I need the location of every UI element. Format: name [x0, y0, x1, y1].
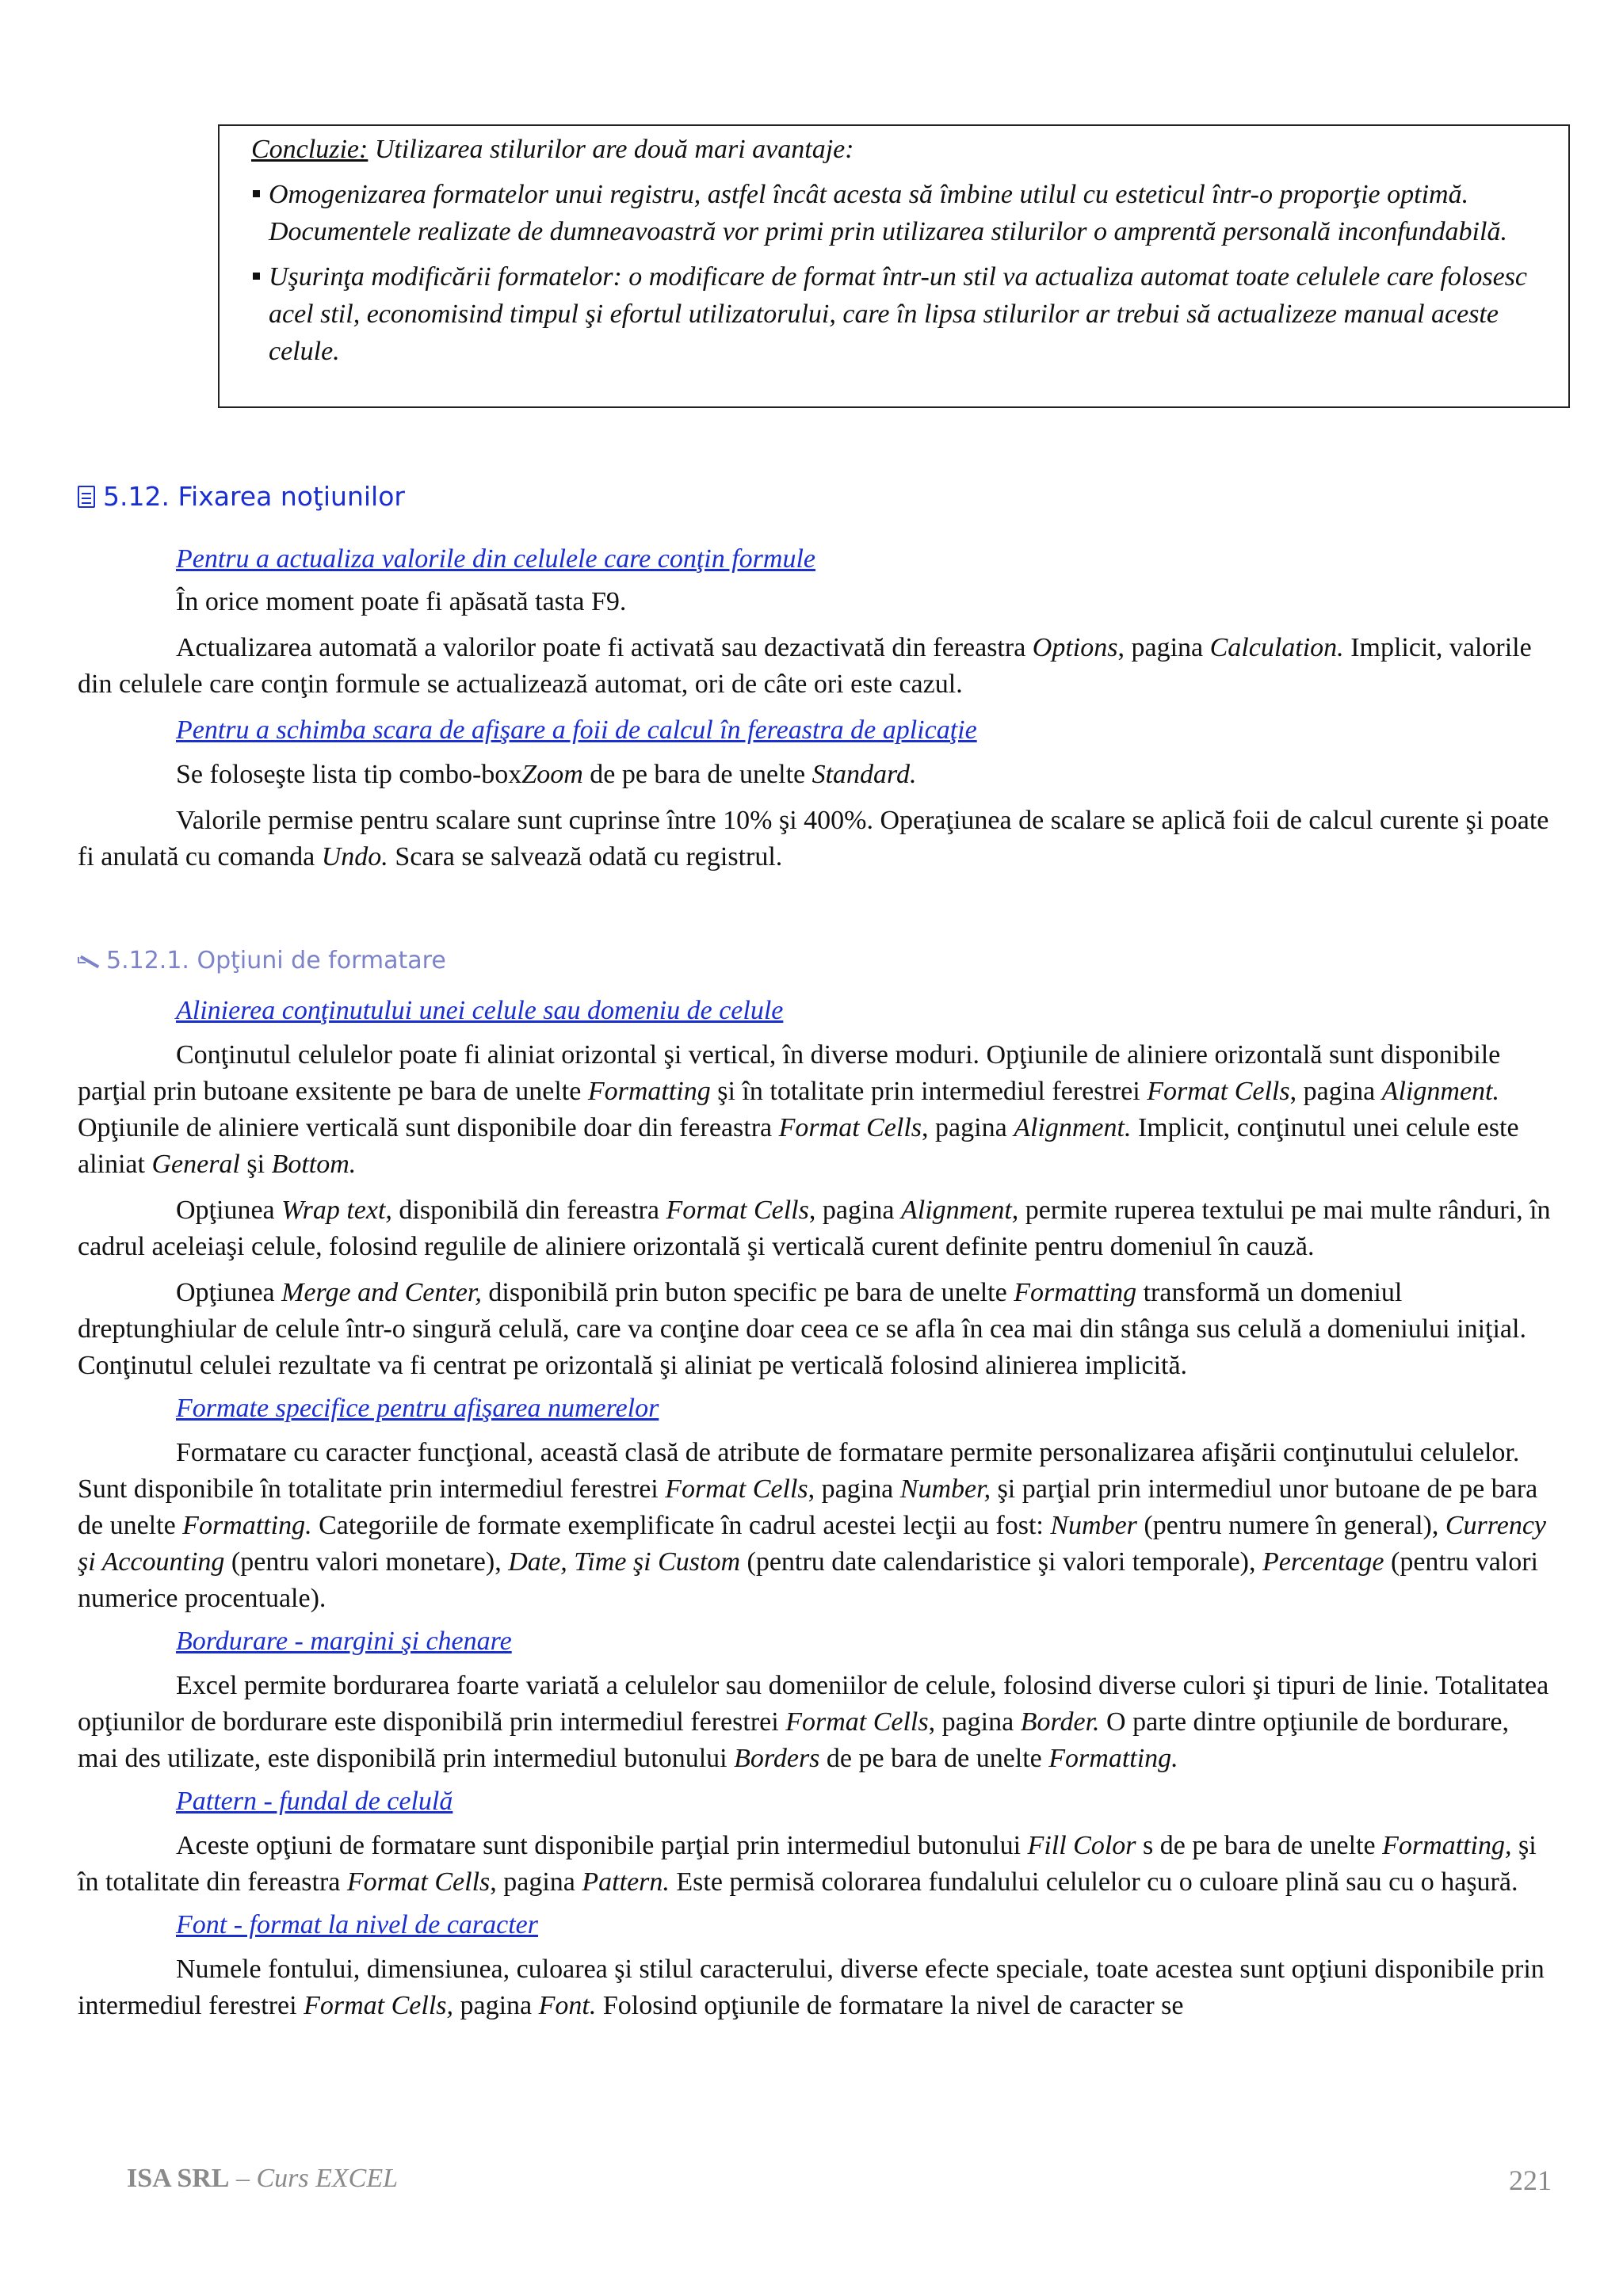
paragraph-text: Format Cells — [666, 1196, 809, 1225]
bullet-icon — [253, 190, 260, 197]
paragraph-text: Opţiunea — [176, 1196, 282, 1225]
paragraph-text: Alignment. — [1381, 1077, 1500, 1106]
paragraph-text: Alignment, — [901, 1196, 1019, 1225]
paragraph-text: Aceste opţiuni de formatare sunt disponibile parţial prin intermediul butonului — [176, 1831, 1028, 1860]
paragraph-text: permite ruperea textului pe mai multe rânduri, în cadrul aceleiaşi celule, folosind regulile de aliniere orizontală şi verticală curent definite pentru domeniul în cauză. — [78, 1196, 1551, 1261]
paragraph-text: s de pe bara de unelte — [1136, 1831, 1383, 1860]
topic-link-font[interactable]: Font - format la nivel de caracter — [176, 1910, 539, 1939]
list-item-text: Uşurinţa modificării formatelor: o modificare de format într-un stil va actualiza automat toate celulele care folosesc acel stil, economisind timpul şi efortul utilizatorului, care în lipsa stilurilor ar trebui să actualizeze manual aceste celule. — [269, 262, 1528, 366]
paragraph-text: Se foloseşte lista tip combo-box — [176, 760, 522, 789]
paragraph — [78, 1828, 1552, 1901]
paragraph-text: şi în totalitate prin intermediul ferestrei — [710, 1077, 1148, 1106]
paragraph-text: , pagina — [808, 1196, 902, 1225]
paragraph-text: Calculation. — [1209, 633, 1344, 662]
bullet-icon — [253, 273, 260, 280]
paragraph-text: Implicit, conţinutul unei celule este aliniat — [78, 1113, 1519, 1179]
paragraph-text: Opţiunea — [176, 1278, 282, 1307]
topic-link-pattern[interactable]: Pattern - fundal de celulă — [176, 1787, 453, 1816]
paragraph-text: Format Cells — [785, 1707, 929, 1737]
paragraph-text: Format Cells — [665, 1474, 808, 1504]
paragraph-text: Pattern. — [582, 1867, 670, 1897]
paragraph-text: Formatare cu caracter funcţional, această clasă de atribute de formatare permite personalizarea afişării conţinutului celulelor. Sunt disponibile în totalitate prin intermediul ferestrei — [78, 1438, 1520, 1504]
paragraph-text: Este permisă colorarea fundalului celulelor cu o culoare plină sau cu o haşură. — [669, 1867, 1518, 1897]
conclusion-text: Utilizarea stilurilor are două mari avantaje: — [368, 135, 854, 164]
paragraph-text: Font. — [538, 1991, 597, 2020]
paragraph-text: Date, Time şi Custom — [508, 1547, 741, 1577]
paragraph-text: Undo. — [321, 842, 388, 871]
paragraph — [78, 1435, 1552, 1617]
topic-link-alignment[interactable]: Alinierea conţinutului unei celule sau domeniu de celule — [176, 996, 784, 1025]
footer-company: ISA SRL — [127, 2164, 230, 2193]
paragraph-text: Formatting, — [1382, 1831, 1512, 1860]
paragraph-text: şi — [239, 1150, 272, 1179]
paragraph — [78, 757, 1552, 793]
paragraph-text: de pe bara de unelte — [582, 760, 812, 789]
paragraph-text: Border. — [1020, 1707, 1100, 1737]
conclusion-title — [251, 131, 1548, 168]
paragraph-text: , pagina — [1117, 633, 1210, 662]
paragraph-text: Fill Color — [1027, 1831, 1136, 1860]
list-item-text: Omogenizarea formatelor unui registru, astfel încât acesta să îmbine utilul cu esteticul într-o proporţie optimă. Documentele realizate de dumneavoastră vor primi prin utilizarea stilurilor o amprentă personală inconfundabilă. — [269, 180, 1507, 246]
paragraph — [78, 1037, 1552, 1183]
paragraph-text: , pagina — [1289, 1077, 1382, 1106]
paragraph-text: Folosind opţiunile de formatare la nivel de caracter se — [596, 1991, 1184, 2020]
paragraph-text: Formatting. — [1048, 1744, 1178, 1773]
paragraph-text: Zoom — [521, 760, 583, 789]
paragraph-text: Bottom. — [271, 1150, 357, 1179]
paragraph-text: , pagina — [490, 1867, 582, 1897]
document-icon — [78, 486, 95, 508]
subsection-body — [78, 993, 1552, 2024]
paragraph-text: Standard. — [812, 760, 917, 789]
paragraph-text: Formatting. — [182, 1511, 312, 1540]
section-body — [78, 541, 1552, 875]
paragraph-text: Currency şi Accounting — [78, 1511, 1547, 1577]
paragraph-text: Scara se salvează odată cu registrul. — [388, 842, 783, 871]
paragraph-text: şi în totalitate din fereastra — [78, 1831, 1537, 1897]
subsection-heading — [78, 947, 446, 974]
paragraph-text: (pentru valori numerice procentuale). — [78, 1547, 1539, 1613]
paragraph-text: şi parţial prin intermediul unor butoane de pe bara de unelte — [78, 1474, 1538, 1540]
conclusion-list — [235, 176, 1548, 370]
paragraph-text: Opţiunile de aliniere verticală sunt disponibile doar din fereastra — [78, 1113, 779, 1142]
paragraph-text: de pe bara de unelte — [819, 1744, 1049, 1773]
paragraph-text: Borders — [734, 1744, 820, 1773]
page-number: 221 — [1509, 2164, 1552, 2196]
paragraph-text: Implicit, valorile din celulele care conţin formule se actualizează automat, ori de câte ori este cazul. — [78, 633, 1532, 699]
paragraph-text: disponibilă prin buton specific pe bara de unelte — [481, 1278, 1014, 1307]
conclusion-box — [218, 124, 1570, 408]
paragraph-text: Conţinutul celulelor poate fi aliniat orizontal şi vertical, în diverse moduri. Opţiunile de aliniere orizontală sunt disponibile parţial prin butoane exsitente pe bara de unelte — [78, 1040, 1501, 1106]
paragraph-text: , pagina — [808, 1474, 900, 1504]
footer-course — [127, 2164, 398, 2194]
paragraph-text: , pagina — [922, 1113, 1014, 1142]
paragraph-text: Number, — [899, 1474, 991, 1504]
paragraph-text: Formatting — [1014, 1278, 1137, 1307]
footer-separator: – — [229, 2164, 257, 2193]
pencil-icon — [78, 951, 98, 971]
paragraph-text: Formatting — [587, 1077, 711, 1106]
subsection-title: 5.12.1. Opţiuni de formatare — [106, 947, 446, 974]
paragraph-text: pagina — [453, 1991, 539, 2020]
conclusion-label: Concluzie: — [251, 135, 369, 164]
paragraph-text: , pagina — [928, 1707, 1021, 1737]
paragraph-text: Excel permite bordurarea foarte variată a celulelor sau domeniilor de celule, folosind diverse culori şi tipuri de linie. Totalitatea opţiunilor de bordurare este disponibilă prin intermediul ferestrei — [78, 1671, 1549, 1737]
paragraph-text: disponibilă din fereastra — [391, 1196, 666, 1225]
paragraph-text: Merge and Center, — [281, 1278, 482, 1307]
list-item — [235, 258, 1548, 370]
paragraph-text: O parte dintre opţiunile de bordurare, mai des utilizate, este disponibilă prin intermediul butonului — [78, 1707, 1509, 1773]
paragraph — [78, 1275, 1552, 1384]
paragraph-text: Format Cells, — [304, 1991, 454, 2020]
paragraph-text: Actualizarea automată a valorilor poate fi activată sau dezactivată din fereastra — [176, 633, 1033, 662]
paragraph-text: Format Cells — [1147, 1077, 1290, 1106]
paragraph-text: General — [151, 1150, 240, 1179]
paragraph-text: În orice moment poate fi apăsată tasta F9. — [176, 587, 627, 616]
paragraph-text: Format Cells — [778, 1113, 922, 1142]
paragraph-text: (pentru valori monetare), — [224, 1547, 509, 1577]
section-title: 5.12. Fixarea noţiunilor — [103, 481, 405, 512]
paragraph-text: Valorile permise pentru scalare sunt cuprinse între 10% şi 400%. Operaţiunea de scalare se aplică foii de calcul curente şi poate fi anulată cu comanda — [78, 806, 1549, 871]
footer-course-title: Curs EXCEL — [256, 2164, 399, 2193]
paragraph — [78, 630, 1552, 703]
paragraph-text: Wrap text, — [281, 1196, 392, 1225]
paragraph-text: Alignment. — [1014, 1113, 1132, 1142]
paragraph — [78, 1951, 1552, 2024]
paragraph — [78, 803, 1552, 875]
paragraph — [78, 1668, 1552, 1777]
paragraph-text: Percentage — [1262, 1547, 1384, 1577]
paragraph-text: Number — [1050, 1511, 1137, 1540]
paragraph-text: Format Cells — [346, 1867, 491, 1897]
topic-link-number-formats[interactable]: Formate specifice pentru afişarea numerelor — [176, 1394, 659, 1423]
topic-link-borders[interactable]: Bordurare - margini şi chenare — [176, 1627, 512, 1656]
section-heading — [78, 481, 405, 512]
paragraph — [78, 584, 1552, 620]
paragraph-text: Categoriile de formate exemplificate în cadrul acestei lecţii au fost: — [311, 1511, 1051, 1540]
paragraph-text: (pentru date calendaristice şi valori temporale), — [740, 1547, 1262, 1577]
paragraph-text: Numele fontului, dimensiunea, culoarea şi stilul caracterului, diverse efecte speciale, toate acestea sunt opţiuni disponibile prin intermediul ferestrei — [78, 1955, 1545, 2020]
paragraph-text: (pentru numere în general), — [1136, 1511, 1445, 1540]
topic-link-update-values[interactable]: Pentru a actualiza valorile din celulele care conţin formule — [176, 544, 816, 574]
paragraph — [78, 1192, 1552, 1265]
list-item — [235, 176, 1548, 250]
paragraph-text: transformă un domeniul dreptunghiular de celule într-o singură celulă, care va conţine doar ceea ce se afla în cea mai din stânga sus celulă a domeniului iniţial. Conţinutul celulei rezultate va fi centrat pe orizontală şi aliniat pe verticală folosind alinierea implicită. — [78, 1278, 1526, 1380]
topic-link-zoom[interactable]: Pentru a schimba scara de afişare a foii de calcul în fereastra de aplicaţie — [176, 715, 977, 745]
paragraph-text: Options — [1032, 633, 1118, 662]
